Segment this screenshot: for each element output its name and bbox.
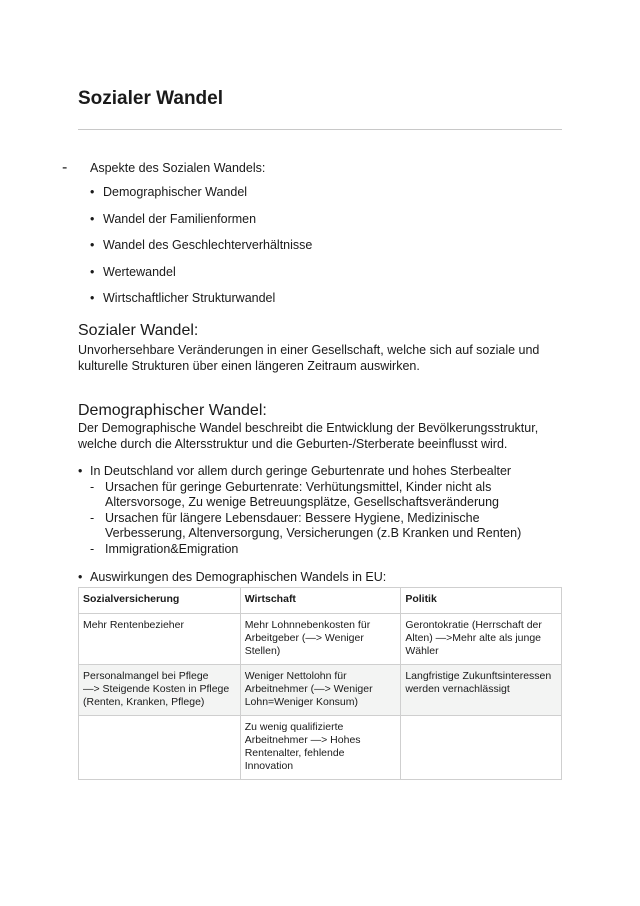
cell-text-line: Innovation: [244, 760, 294, 772]
cell-text-line: Zu wenig qualifizierte: [244, 721, 344, 733]
bullet-marker: •: [90, 185, 95, 199]
list-item-text: Wirtschaftlicher Strukturwandel: [103, 291, 276, 305]
section-text-sozialer-wandel: [78, 342, 564, 374]
table-cell: [240, 614, 401, 665]
aspects-heading-row: [62, 161, 312, 175]
list-item: [90, 511, 564, 542]
aspects-block: [62, 161, 312, 318]
table-row: [79, 614, 562, 665]
table-cell: [401, 716, 562, 780]
list-item-text: In Deutschland vor allem durch geringe Geburtenrate und hohes Sterbealter: [90, 464, 512, 478]
table-cell: [240, 716, 401, 780]
cell-text-line: Mehr Rentenbezieher: [83, 619, 184, 631]
text-line: welche durch die Altersstruktur und die Geburten-/Sterberate beeinflusst wird.: [78, 437, 508, 451]
bullet-marker: •: [90, 291, 95, 305]
column-header: Sozialversicherung: [79, 588, 241, 614]
list-item: [90, 238, 312, 265]
table-cell: [79, 665, 241, 716]
cell-text-line: Wähler: [405, 645, 439, 657]
table-row: [79, 716, 562, 780]
list-item-text: Auswirkungen des Demographischen Wandels in EU:: [90, 570, 387, 584]
cell-text-line: Stellen): [244, 645, 281, 657]
section-heading-demographischer-wandel: Demographischer Wandel:: [78, 402, 267, 419]
column-header: Wirtschaft: [240, 588, 401, 614]
table-cell: [401, 614, 562, 665]
germany-bullet-block: [78, 464, 564, 557]
aspects-list: [90, 185, 312, 318]
cell-text-line: Arbeitgeber (—> Weniger: [244, 632, 364, 644]
cell-text-line: Arbeitnehmer —> Hohes: [244, 734, 361, 746]
table-row: [79, 665, 562, 716]
cell-text-line: (Renten, Kranken, Pflege): [83, 696, 205, 708]
list-item-text: Demographischer Wandel: [103, 185, 248, 199]
effects-table: [78, 587, 562, 780]
dash-marker: -: [62, 159, 68, 176]
list-item-text: Wandel der Familienformen: [103, 211, 257, 226]
text-line: Unvorhersehbare Veränderungen in einer Gesellschaft, welche sich auf soziale und: [78, 343, 540, 357]
section-heading-sozialer-wandel: Sozialer Wandel:: [78, 322, 199, 339]
cell-text-line: Weniger Nettolohn für: [244, 670, 347, 682]
cell-text-line: Lohn=Weniger Konsum): [244, 696, 359, 708]
cell-text-line: Arbeitnehmer (—> Weniger: [244, 683, 373, 695]
cell-text-line: werden vernachlässigt: [405, 683, 510, 695]
cell-text-line: Gerontokratie (Herrschaft der: [405, 619, 542, 631]
list-item: [78, 464, 564, 480]
bullet-marker: •: [78, 464, 83, 478]
aspects-heading: Aspekte des Sozialen Wandels:: [90, 161, 266, 175]
cell-text-line: Langfristige Zukunftsinteressen: [405, 670, 552, 682]
list-item-text: Immigration&Emigration: [105, 541, 239, 556]
dash-marker: -: [90, 479, 95, 494]
bullet-marker: •: [78, 570, 83, 584]
list-item-text: Ursachen für geringe Geburtenrate: Verhütungsmittel, Kinder nicht als Altersvorsoge, Zu wenige Betreuungsplätze, Gesellschaftsveränderung: [105, 479, 499, 509]
list-item: [90, 212, 312, 239]
cell-text-line: Personalmangel bei Pflege: [83, 670, 209, 682]
cell-text-line: Alten) —>Mehr alte als junge: [405, 632, 542, 644]
list-item: [78, 570, 564, 586]
dash-marker: -: [90, 510, 95, 525]
table-header-row: [79, 588, 562, 614]
list-item: [90, 185, 312, 212]
list-item-text: Wertewandel: [103, 264, 176, 279]
text-line: Der Demographische Wandel beschreibt die Entwicklung der Bevölkerungsstruktur,: [78, 421, 539, 435]
dash-marker: -: [90, 541, 95, 556]
list-item: [90, 291, 312, 318]
cell-text-line: Rentenalter, fehlende: [244, 747, 345, 759]
bullet-marker: •: [90, 238, 95, 252]
text-line: kulturelle Strukturen über einen längeren Zeitraum auswirken.: [78, 359, 420, 373]
table-cell: [401, 665, 562, 716]
table-cell: [79, 614, 241, 665]
cell-text-line: —> Steigende Kosten in Pflege: [83, 683, 230, 695]
section-text-demographischer-wandel: [78, 420, 564, 452]
table-cell: [79, 716, 241, 780]
bullet-marker: •: [90, 264, 95, 279]
bullet-marker: •: [90, 211, 95, 226]
list-item-text: Ursachen für längere Lebensdauer: Bessere Hygiene, Medizinische Verbesserung, Altenversorgung, Versicherungen (z.B Kranken und Renten): [105, 510, 522, 540]
germany-sublist: [90, 480, 564, 558]
list-item: [90, 542, 564, 558]
list-item-text: Wandel des Geschlechterverhältnisse: [103, 238, 313, 252]
title-divider: [78, 129, 562, 130]
page-title: Sozialer Wandel: [78, 88, 223, 109]
table-cell: [240, 665, 401, 716]
cell-text-line: Mehr Lohnnebenkosten für: [244, 619, 371, 631]
list-item: [90, 480, 564, 511]
column-header: Politik: [401, 588, 562, 614]
list-item: [90, 265, 312, 292]
effects-bullet: [78, 570, 564, 586]
